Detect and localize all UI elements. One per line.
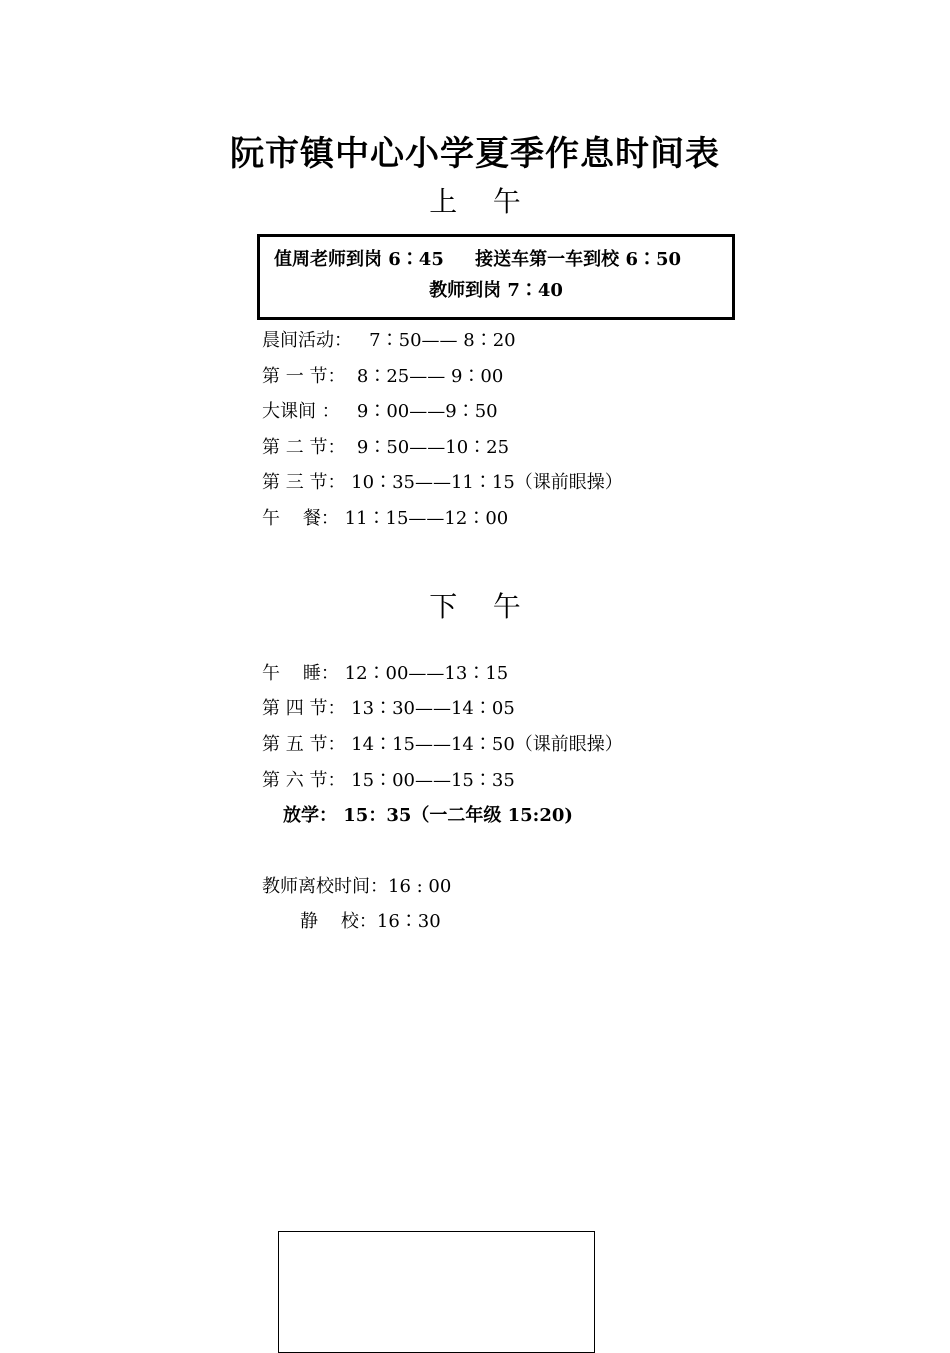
schedule-row-big-break: [262, 400, 498, 424]
row-time: 13∶30——14∶05: [345, 698, 515, 719]
schedule-row-lunch: [262, 507, 508, 531]
row-time: 10∶35——11∶15（课前眼操）: [345, 472, 623, 493]
row-time: 7∶50—— 8∶20: [352, 330, 516, 351]
row-time: 16∶30: [376, 911, 441, 932]
row-label: 第 六 节：: [262, 770, 346, 791]
empty-frame: [278, 1231, 595, 1353]
morning-heading: 上 午: [429, 185, 521, 218]
row-label: 大课间 ：: [262, 401, 340, 422]
row-label: 教师离校时间：: [262, 876, 388, 897]
row-time: 14∶15——14∶50（课前眼操）: [345, 734, 623, 755]
quiet-campus-time: [300, 910, 441, 934]
row-time: 15∶00——15∶35: [345, 770, 515, 791]
afternoon-heading: 下 午: [429, 590, 521, 623]
row-time: 11∶15——12∶00: [338, 508, 509, 529]
row-label: 晨间活动：: [262, 330, 352, 351]
schedule-row-period-2: [262, 436, 509, 460]
row-label: 第 四 节：: [262, 698, 346, 719]
row-label: 午 睡：: [262, 663, 339, 684]
row-time: 8∶25—— 9∶00: [345, 366, 504, 387]
row-label: 第 五 节：: [262, 734, 346, 755]
duty-notice-box: [257, 234, 735, 320]
row-time: 16 : 00: [388, 876, 452, 897]
schedule-row-period-3: [262, 471, 623, 495]
row-time: 12∶00——13∶15: [338, 663, 509, 684]
row-label: 第 三 节：: [262, 472, 346, 493]
duty-notice-line-2: 教师到岗 7∶40: [429, 280, 563, 301]
schedule-row-period-1: [262, 365, 503, 389]
row-label: 静 校：: [300, 911, 377, 932]
row-label: 第 一 节：: [262, 366, 346, 387]
row-label: 第 二 节：: [262, 437, 346, 458]
teacher-leave-time: [262, 875, 451, 899]
schedule-row-nap: [262, 662, 508, 686]
schedule-row-period-5: [262, 733, 623, 757]
schedule-row-period-4: [262, 697, 515, 721]
row-label: 午 餐：: [262, 508, 339, 529]
dismissal-time: 放学： 15：35（一二年级 15:20): [283, 805, 573, 826]
page-title: 阮市镇中心小学夏季作息时间表: [230, 134, 720, 174]
duty-notice-line-1: 值周老师到岗 6∶45 接送车第一车到校 6∶50: [274, 249, 682, 270]
schedule-row-morning-activity: [262, 329, 516, 353]
row-time: 9∶00——9∶50: [339, 401, 498, 422]
row-time: 9∶50——10∶25: [345, 437, 510, 458]
schedule-row-period-6: [262, 769, 515, 793]
